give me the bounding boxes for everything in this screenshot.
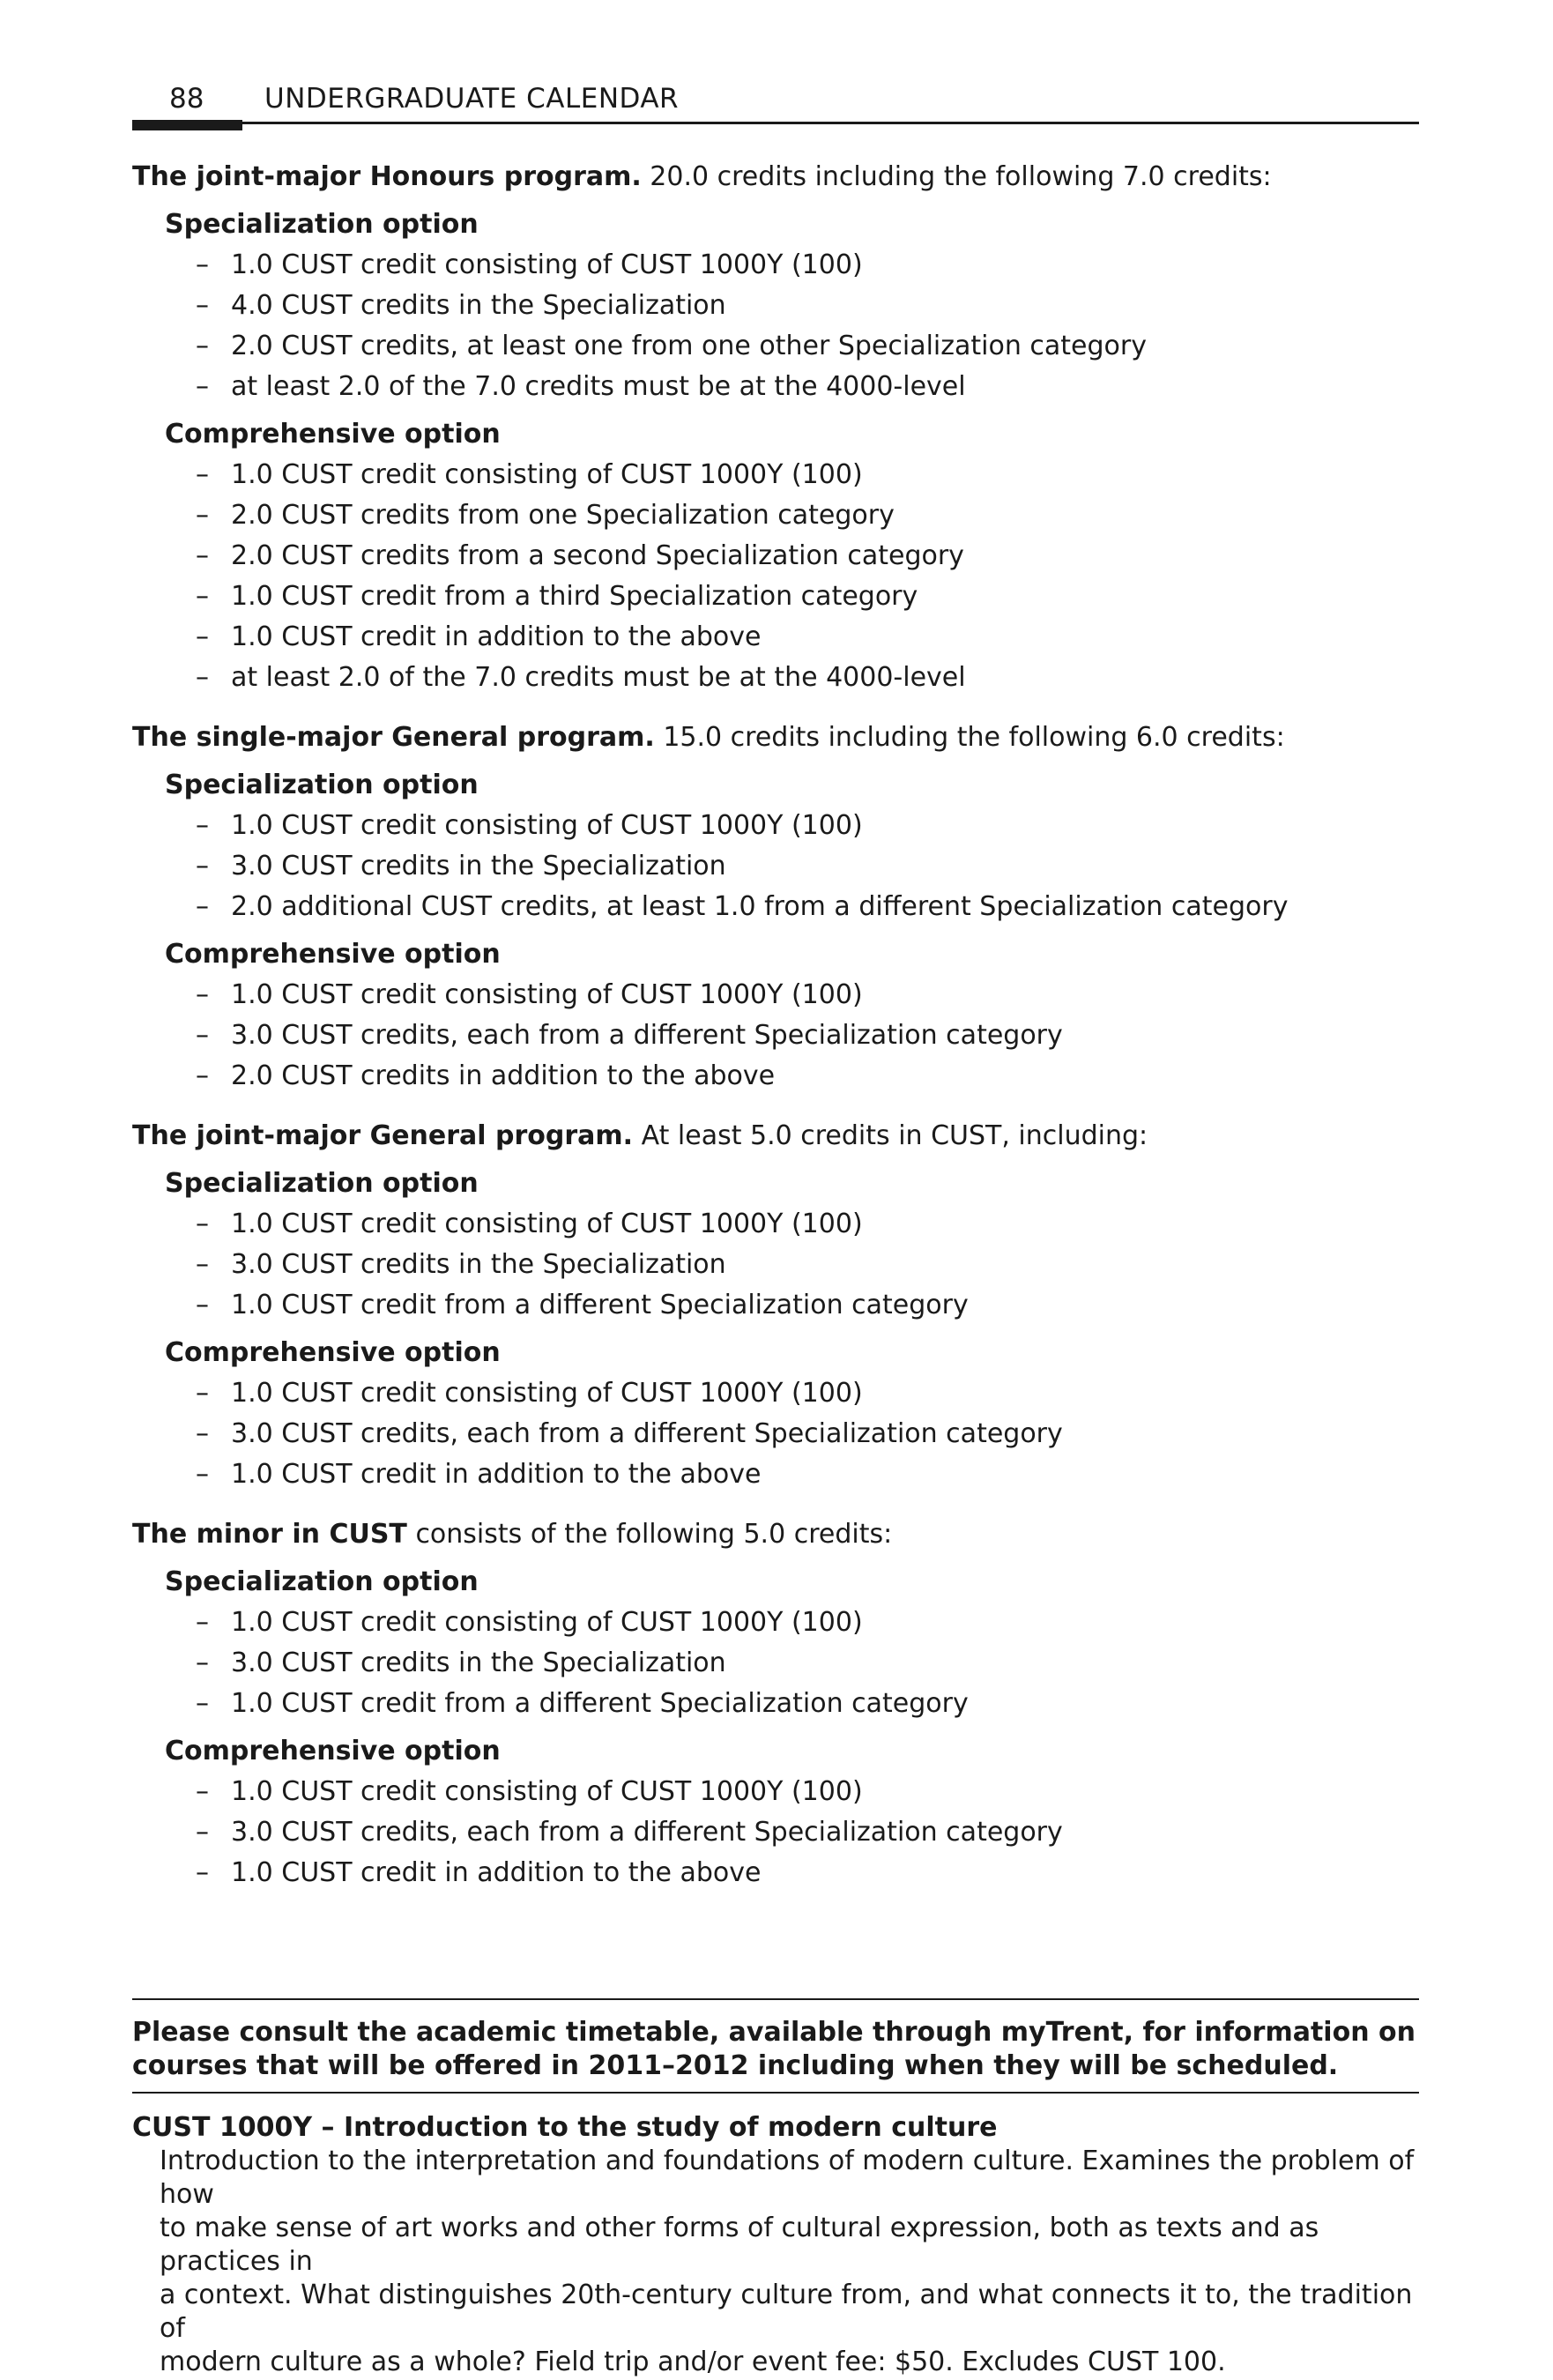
requirement-item — [132, 1056, 1419, 1097]
requirement-text: 1.0 CUST credit consisting of CUST 1000Y (100) — [231, 459, 863, 490]
program-heading — [132, 157, 1419, 197]
dash-bullet: – — [196, 1776, 209, 1807]
option-title: Comprehensive option — [165, 1736, 501, 1766]
dash-bullet: – — [196, 1249, 209, 1280]
dash-bullet: – — [196, 621, 209, 652]
program-heading — [132, 1116, 1419, 1157]
option-title: Specialization option — [165, 1566, 479, 1597]
dash-bullet: – — [196, 500, 209, 531]
course-entry — [132, 2111, 1419, 2379]
requirement-item — [132, 495, 1419, 536]
header-tab-bar — [132, 120, 242, 130]
requirement-text: 1.0 CUST credit in addition to the above — [231, 621, 762, 652]
dash-bullet: – — [196, 371, 209, 402]
option-title: Specialization option — [165, 1168, 479, 1199]
requirement-item — [132, 286, 1419, 326]
dash-bullet: – — [196, 1378, 209, 1409]
dash-bullet: – — [196, 1418, 209, 1449]
requirement-item — [132, 887, 1419, 927]
requirement-text: at least 2.0 of the 7.0 credits must be at the 4000-level — [231, 371, 966, 402]
requirement-text: 3.0 CUST credits, each from a different Specialization category — [231, 1020, 1063, 1051]
dash-bullet: – — [196, 1459, 209, 1490]
requirement-text: 1.0 CUST credit from a different Specialization category — [231, 1290, 969, 1320]
program-heading — [132, 1514, 1419, 1555]
course-description — [160, 2145, 1419, 2379]
requirement-text: 2.0 CUST credits, at least one from one other Specialization category — [231, 331, 1147, 361]
requirement-text: 3.0 CUST credits in the Specialization — [231, 1647, 726, 1678]
requirement-list — [132, 806, 1419, 927]
requirement-text: 3.0 CUST credits in the Specialization — [231, 851, 726, 881]
requirement-list — [132, 1772, 1419, 1893]
notice-bottom-rule — [132, 2092, 1419, 2094]
requirement-text: 1.0 CUST credit consisting of CUST 1000Y (100) — [231, 1378, 863, 1409]
requirement-item — [132, 617, 1419, 658]
requirement-item — [132, 1015, 1419, 1056]
course-description-line: to make sense of art works and other forms of cultural expression, both as texts and as practices in — [160, 2213, 1319, 2277]
header-rule — [132, 122, 1419, 124]
program-summary: At least 5.0 credits in CUST, including: — [633, 1120, 1148, 1151]
dash-bullet: – — [196, 891, 209, 922]
page-header — [132, 78, 1419, 130]
requirement-text: 2.0 CUST credits in addition to the above — [231, 1060, 776, 1091]
requirement-item — [132, 245, 1419, 286]
dash-bullet: – — [196, 979, 209, 1010]
requirement-item — [132, 1285, 1419, 1326]
course-description-line: modern culture as a whole? Field trip and/or event fee: $50. Excludes CUST 100. — [160, 2347, 1226, 2377]
requirement-list — [132, 455, 1419, 698]
requirement-item — [132, 658, 1419, 698]
requirement-text: 3.0 CUST credits, each from a different Specialization category — [231, 1418, 1063, 1449]
requirement-item — [132, 975, 1419, 1015]
requirement-text: 1.0 CUST credit in addition to the above — [231, 1459, 762, 1490]
requirement-item — [132, 1373, 1419, 1414]
requirement-item — [132, 326, 1419, 367]
requirement-list — [132, 1603, 1419, 1724]
program-section — [132, 157, 1419, 698]
requirement-text: 1.0 CUST credit consisting of CUST 1000Y (100) — [231, 249, 863, 280]
course-description-line: Introduction to the interpretation and foundations of modern culture. Examines the problem of how — [160, 2146, 1415, 2210]
dash-bullet: – — [196, 581, 209, 612]
requirement-text: 1.0 CUST credit consisting of CUST 1000Y (100) — [231, 810, 863, 841]
program-section — [132, 1514, 1419, 1893]
dash-bullet: – — [196, 810, 209, 841]
requirement-item — [132, 1853, 1419, 1893]
dash-bullet: – — [196, 1857, 209, 1888]
requirement-text: 2.0 CUST credits from a second Specialization category — [231, 540, 964, 571]
requirement-item — [132, 1204, 1419, 1245]
requirement-text: 1.0 CUST credit from a different Specialization category — [231, 1688, 969, 1719]
dash-bullet: – — [196, 1209, 209, 1239]
requirement-text: 3.0 CUST credits, each from a different Specialization category — [231, 1817, 1063, 1848]
option-title: Comprehensive option — [165, 939, 501, 970]
requirement-text: 2.0 additional CUST credits, at least 1.0 from a different Specialization category — [231, 891, 1289, 922]
dash-bullet: – — [196, 1290, 209, 1320]
requirement-item — [132, 1454, 1419, 1495]
requirement-item — [132, 1643, 1419, 1684]
dash-bullet: – — [196, 1020, 209, 1051]
notice-line: Please consult the academic timetable, available through myTrent, for information on — [132, 2017, 1416, 2048]
requirement-item — [132, 455, 1419, 495]
course-description-line: a context. What distinguishes 20th-century culture from, and what connects it to, the tradition of — [160, 2280, 1413, 2344]
dash-bullet: – — [196, 1607, 209, 1638]
dash-bullet: – — [196, 662, 209, 693]
requirement-text: 1.0 CUST credit consisting of CUST 1000Y (100) — [231, 1607, 863, 1638]
program-title: The single-major General program. — [132, 722, 655, 753]
program-summary: consists of the following 5.0 credits: — [406, 1519, 893, 1550]
option-title: Comprehensive option — [165, 1337, 501, 1368]
notice-text — [132, 2000, 1419, 2092]
program-heading — [132, 718, 1419, 758]
requirement-item — [132, 1603, 1419, 1643]
program-summary: 20.0 credits including the following 7.0 credits: — [641, 161, 1272, 192]
program-title: The joint-major Honours program. — [132, 161, 642, 192]
requirement-text: at least 2.0 of the 7.0 credits must be at the 4000-level — [231, 662, 966, 693]
dash-bullet: – — [196, 1060, 209, 1091]
page-number: 88 — [169, 83, 204, 115]
dash-bullet: – — [196, 331, 209, 361]
dash-bullet: – — [196, 851, 209, 881]
program-requirements — [132, 157, 1419, 1913]
requirement-text: 1.0 CUST credit consisting of CUST 1000Y (100) — [231, 1776, 863, 1807]
notice-line: courses that will be offered in 2011–2012 including when they will be scheduled. — [132, 2050, 1339, 2081]
requirement-item — [132, 806, 1419, 846]
dash-bullet: – — [196, 1817, 209, 1848]
dash-bullet: – — [196, 1688, 209, 1719]
program-section — [132, 1116, 1419, 1495]
option-title: Specialization option — [165, 209, 479, 240]
requirement-item — [132, 576, 1419, 617]
requirement-item — [132, 536, 1419, 576]
requirement-item — [132, 1772, 1419, 1812]
timetable-notice — [132, 1998, 1419, 2094]
option-title: Comprehensive option — [165, 419, 501, 450]
requirement-text: 4.0 CUST credits in the Specialization — [231, 290, 726, 321]
requirement-item — [132, 1812, 1419, 1853]
program-title: The minor in CUST — [132, 1519, 407, 1550]
dash-bullet: – — [196, 540, 209, 571]
requirement-text: 1.0 CUST credit consisting of CUST 1000Y (100) — [231, 979, 863, 1010]
dash-bullet: – — [196, 290, 209, 321]
running-header-title: UNDERGRADUATE CALENDAR — [264, 83, 680, 115]
requirement-item — [132, 367, 1419, 407]
program-section — [132, 718, 1419, 1097]
requirement-item — [132, 1245, 1419, 1285]
program-summary: 15.0 credits including the following 6.0 credits: — [654, 722, 1285, 753]
requirement-text: 3.0 CUST credits in the Specialization — [231, 1249, 726, 1280]
requirement-list — [132, 1204, 1419, 1326]
requirement-text: 1.0 CUST credit from a third Specialization category — [231, 581, 918, 612]
requirement-text: 1.0 CUST credit consisting of CUST 1000Y (100) — [231, 1209, 863, 1239]
dash-bullet: – — [196, 1647, 209, 1678]
requirement-text: 1.0 CUST credit in addition to the above — [231, 1857, 762, 1888]
requirement-item — [132, 1684, 1419, 1724]
dash-bullet: – — [196, 249, 209, 280]
program-title: The joint-major General program. — [132, 1120, 634, 1151]
requirement-item — [132, 846, 1419, 887]
requirement-list — [132, 1373, 1419, 1495]
course-title: CUST 1000Y – Introduction to the study of modern culture — [132, 2112, 998, 2143]
dash-bullet: – — [196, 459, 209, 490]
requirement-item — [132, 1414, 1419, 1454]
requirement-text: 2.0 CUST credits from one Specialization category — [231, 500, 895, 531]
requirement-list — [132, 245, 1419, 407]
requirement-list — [132, 975, 1419, 1097]
option-title: Specialization option — [165, 770, 479, 800]
